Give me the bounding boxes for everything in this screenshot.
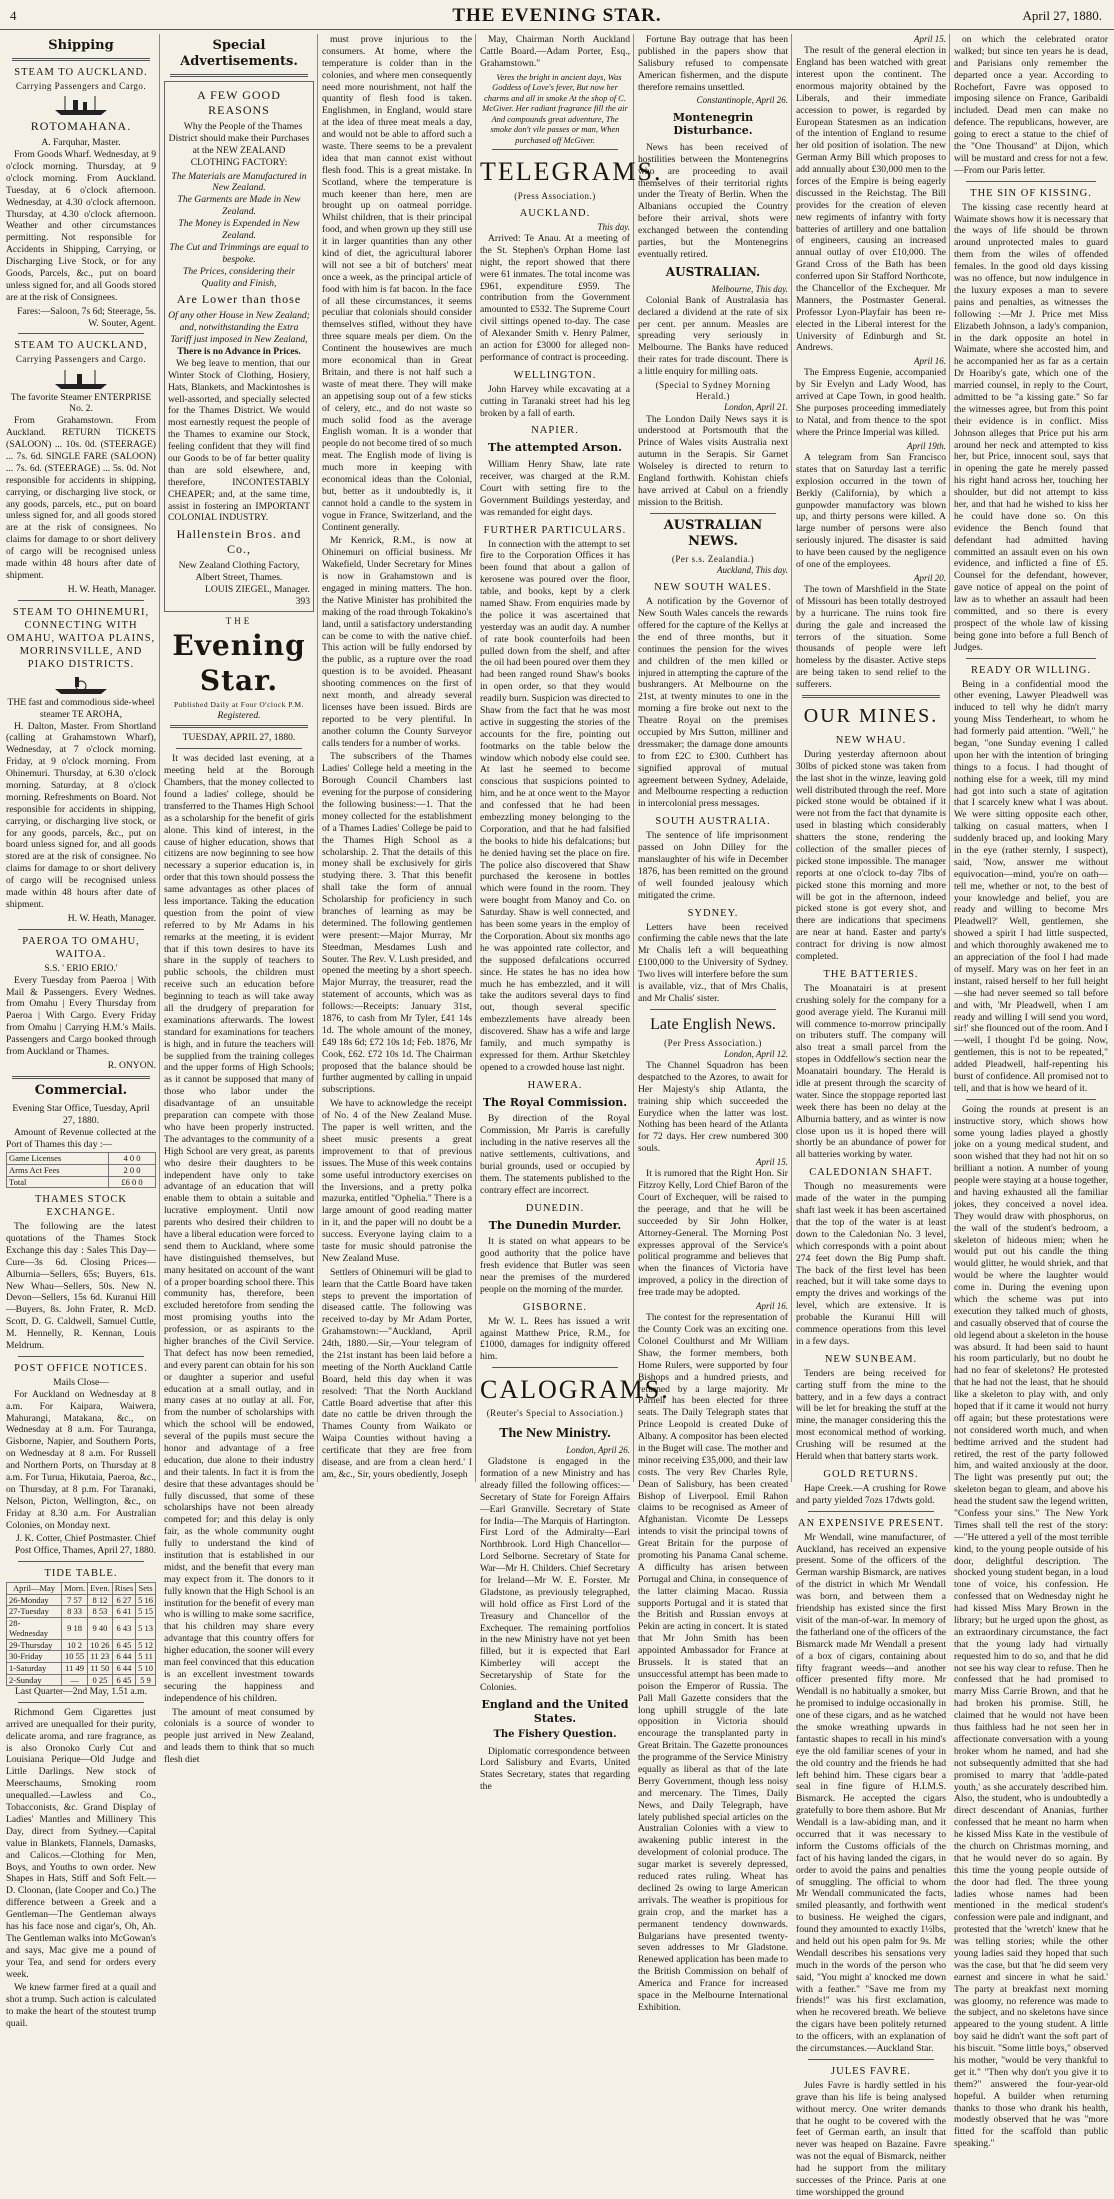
column-header: Even. (88, 1583, 113, 1595)
table-row (7, 1662, 156, 1674)
article-body: Fortune Bay outrage that has been published in the papers show that Salisbury refused to compensate American fishermen, and the dispute therefore remains unsettled. (638, 34, 788, 93)
article-body: The town of Marshfield in the State of Missouri has been totally destroyed by a hurricane. The ruins took fire during the gale and increased the terrors of the situation. Some thousands of people were left homeless by the disaster. Active steps are being taken to send relief to the sufferers. (796, 584, 946, 691)
ship-name: S.S. ' ERIO ERIO.' (44, 962, 118, 974)
divider (170, 74, 308, 77)
place-heading: GISBORNE. (522, 1301, 588, 1313)
article-body: May, Chairman North Auckland Cattle Board.—Adam Porter, Esq., Grahamstown." (480, 34, 630, 69)
ad-subtitle: Carrying Passengers and Cargo. (15, 81, 147, 92)
table-cell: 10 26 (88, 1639, 113, 1651)
table-row (7, 1674, 156, 1686)
misc-notices: Richmond Gem Cigarettes just arrived are unequalled for their purity, delicate aroma, and rare fragrance, as is also Oronoko Curly Cut and Louisiana Perique—Old Judge and Little Darlings. New stock of Meerschaums, Smoking room unequalled.—Lawless and Co., Tobacconists, &c. Grand Display of Ladies' Mantles and Millinery This Day, direct from Sydney.—Capital value in Blankets, Flannels, Damasks, and Calicos.—Clothing for Men, Boys, and Youths to own order. New Shapes in Hats, Stiff and Soft Felt.—D. Cloonan, (late Cooper and Co.) The difference between a Greek and a Gentleman—The Gentleman always has his face nose and cigar's, Oh, Ah. The Gentleman walks into McGowan's and says, Mac give me a pound of your Tea, and send for orders every week. (6, 1706, 156, 1980)
table-cell: 0 25 (88, 1674, 113, 1686)
table-cell: 8 33 (62, 1606, 88, 1618)
post-subhead: Mails Close— (53, 1376, 109, 1388)
masthead (0, 0, 1114, 30)
table-cell: 6 45 (112, 1639, 135, 1651)
steamship-icon (51, 673, 111, 695)
dateline: Constantinople, April 26. (696, 95, 788, 106)
table-cell: 6 41 (112, 1606, 135, 1618)
column-rule (159, 34, 160, 1482)
table-cell: 10 2 (62, 1639, 88, 1651)
article-body: The kissing case recently heard at Waimate shows how it is necessary that the ways of life should be thrown around unprotected males to guard them from the wiles of offended females. In the good old days kissing was no offence, but now indulgence in the luxury exposes a man to severe pains and penalties, as witnesses the following :—Mr J. Price met Miss Elizabeth Johnson, a lady's companion, in the dark opposite an hotel in Waimate, where she accosted him, and he accompanied her as far as a certain Dr Hoariby's gate, which one of the married counsel, in reply to the Court, admitted to be "a kissing gate." So far the witnesses agree, but from this point their evidence is in conflict. Miss Johnson alleges that Price put his arm around her neck and attempted to kiss her, but Price, innocent soul, says that in opening the gate he merely passed his right hand across her, touching her shoulder, but did not attempt to kiss her, and that had he wished to kiss her he could have done so. On this evidence the Bench found that defendant had admitted having committed an assault even on his own evidence, and inflicted a fine of £5. Counsel for the defendant, however, gave notice of appeal on the point of law as to whether an assault had been committed, and so there is every prospect of the whole law of kissing being gone into before a full Bench of Judges. (954, 201, 1108, 653)
divider (808, 2059, 934, 2060)
ad-reason: The Cut and Trimmings are equal to bespoke. (169, 241, 309, 265)
place-heading: SYDNEY. (687, 907, 739, 919)
masthead-title: Evening Star. (172, 628, 306, 697)
section-heading: POST OFFICE NOTICES. (14, 1362, 148, 1374)
article-body: The London Daily News says it is understood at Portsmouth that the Prince of Wales visits Australia next autumn in the Serapis. Sir Garnet Wolseley is directed to return to England forthwith. Kohistan chiefs have arrived at Cabul on a friendly mission to the British. (638, 413, 788, 508)
source-note: (Special to Sydney Morning Herald.) (655, 380, 771, 402)
table-cell: £6 0 0 (109, 1176, 156, 1188)
steamship-icon (51, 94, 111, 116)
section-heading-shipping: Shipping (48, 38, 114, 53)
dateline: Auckland, This day. (717, 565, 788, 575)
story-heading: The Royal Commission. (482, 1095, 628, 1109)
ad-title: STEAM TO AUCKLAND. (14, 67, 148, 79)
post-signature: J. K. Cotter, Chief Postmaster. Chief Post Office, Thames, April 27, 1880. (14, 1533, 156, 1557)
article-body: A telegram from San Francisco states that on Saturday last a terrific explosion occurred in the town of Berkly (California), by which a gunpowder manufactory was blown up, and thirty persons were killed. A large number of persons were also seriously injured. The disaster is said to have been caused by the negligence of one of the employees. (796, 451, 946, 570)
ad-title: PAEROA TO OMAHU, WAITOA. (22, 935, 140, 960)
section-heading: AUSTRALIAN NEWS. (663, 517, 763, 549)
article-body: Though no measurements were made of the water in the pumping shaft last week it has been ascertained that the top of the water is at least down to the Caledonian No. 3 level, which corresponds with a point about 274 feet down the Big Pump shaft. The back of the first level has been reached, but it will take some days to empty the drives and workings of the level, which are extensive. It is probable the Kuranui Hill will commence operations from this level in a few days. (796, 1181, 946, 1347)
dateline: London, April 26. (566, 1444, 630, 1455)
divider (650, 1009, 776, 1010)
divider (18, 1356, 144, 1357)
column-rule (791, 34, 792, 1482)
dateline: London, April 21. (724, 402, 788, 413)
table-row (7, 1176, 156, 1188)
article-body: Jules Favre is hardly settled in his grave than his life is being analysed without mercy. One writer demands that he ought to be covered with the feet of German earth, an insult that never was heaped on Bazaine. Favre was not the equal of Bismarck, neither had he support from the military successes of the Prince. Paris at one time worshipped the ground (796, 2079, 946, 2198)
table-cell: 8 53 (88, 1606, 113, 1618)
table-row (7, 1153, 156, 1165)
dateline: London, April 12. (724, 1048, 788, 1059)
article-body: The result of the general election in England has been watched with great interest upon the continent. The enormous majority obtained by the Liberals, and their immediate accession to power, is regarded by European Statesmen as an indication of the intention of England to resume her old position of isolation. The new German Army Bill which proposes to add annually about £30,000 men to the forces of the Empire is being eagerly discussed in the Reichstag. The Bill provides for the creation of eleven new regiments of infantry with forty batteries of artillery and one battalion of engineers, causing an increased annual outlay of over £10,000. The Grand Cross of the Bath has been conferred upon Sir Stafford Northcote, the Chancellor of the Exchequer. Mr Manners, the Postmaster General. Professor Lyon-Playfair has been re-elected in the Liberal interest for the University of Edinburgh and St. Andrews. (796, 45, 946, 354)
table-cell: 11 50 (88, 1662, 113, 1674)
table-cell: 1-Saturday (7, 1662, 62, 1674)
ad-paragraph: We beg leave to mention, that our Winter Stock of Clothing, Hosiery, Hats, Blankets, and Mackintoshes is well-assorted, and specially selected for the Thames District. We would most earnestly request the people of the Thames to examine our Stock, feeling confident that they will find our Goods to be of far better quality than are sold elsewhere, and, therefore, INCONTESTABLY CHEAPER; and, at the same time, assist in fostering an IMPORTANT COLONIAL INDUSTRY. (168, 357, 310, 524)
misc-notices-tail: We knew farmer fired at a quail and shot a trump. Such action is calculated to make the heart of the stoutest trump quail. (6, 1982, 156, 2030)
table-cell: 28-Wednesday (7, 1617, 62, 1639)
story-heading: Montenegrin Disturbance. (672, 110, 754, 138)
calograms-heading: CALOGRAMS. (480, 1375, 670, 1405)
divider (966, 1099, 1096, 1100)
article-body: Mr W. L. Rees has issued a writ against Matthew Price, R.M., for £1000, damages for indignity offered him. (480, 1315, 630, 1363)
section-heading: AUSTRALIAN. (665, 264, 761, 279)
table-cell: 8 12 (88, 1594, 113, 1606)
article-body: It is rumored that the Right Hon. Sir Fitzroy Kelly, Lord Chief Baron of the Court of Exchequer, will be raised to the peerage, and that he will be succeeded by Sir John Holker, Attorney-General. The Morning Post expresses approval of the Service's political programme and believes that when the finances of Victoria have improved, a policy in the direction of free trade may be adopted. (638, 1168, 788, 1299)
ad-signature: H. W. Heath, Manager. (67, 583, 156, 595)
poem: Veres the bright in ancient days, Was Goddess of Love's fever, But now her charms and all in smoke At the shop of C. McGiver. Her radiant fragrance fill the air And compounds great adventure, The smoke don't vile passes or man, When purchased off McGiver. (482, 71, 628, 145)
post-body: For Auckland on Wednesday at 8 a.m. For Kaipara, Waiwera, Mahurangi, Matakana, &c., on Wednesday at 8 a.m. For Tauranga, Gisborne, Napier, and Southern Ports, on Wednesday at 8 a.m. For Russell and Northern Ports, on Thursday at 8 a.m. For Turua, Hikutaia, Paeroa, &c., on Thursday, at 8 p.m. For Taranaki, Nelson, Picton, Wellington, &c., on Friday at 8.30 a.m. For Australian Colonies, on Monday next. (6, 1388, 156, 1531)
column-rule (317, 34, 318, 1482)
column-header: April—May (7, 1583, 62, 1595)
editorial-body: It was decided last evening, at a meeting held at the Borough Chambers, that the money collected to found a ladies' college, should be transferred to the Thames High School as a scholarship for the benefit of girls alone. This kind of interest, in the cause of higher education, shows that citizens are now beginning to see how necessary a superior education is, in order that this town should possess the same advantages as other places of less importance. Taking the education question from the point of view referred to by Mr Adams in his remarks at the meeting, it is evident that if this town desires to have its share in the supply of teachers to public schools, the children must receive such an education before beginning to teach as will take away all the drudgery of preparation for examinations afterwards. The lowest standard for examinations for teachers is high, and in future the teachers will be supplied from the training colleges and the upper forms of High Schools; as it cannot be supposed that many of those who labor under the disadvantage of an unsuitable preparation can compete with those who have been properly instructed. The advantages to the community of a High School are very great, as parents who desire their daughters to be independent have only to take advantage of an education that will enable them to obtain a suitable and lucrative employment. Until now parents who desired their children to have a liberal education were forced to send them to Auckland, where some have distinguished themselves, but many hesitated on account of the want of a proper boarding school there. This community has, therefore, been excluded heretofore from sending the most promising youths into the profession, or as aspirants to the higher branches of the Civil Service. That defect has now been remedied, and every parent can obtain for his son or daughter a superior and useful education at a small outlay, and in many cases at no outlay at all. For, from the number of scholarships with which the school will be endowed, several of the pupils must secure the honor and advantage of a free education, due alone to their industry and their talents. In fact it is from the desire that these advantages should be fully discussed, that some of these scholarships have not been already competed for; and this delay is only fair, as the whole community ought fully to understand the kind of institution that is established in our midst, and the benefit that every man may expect from it. The donors to it fully known that the High School is an institution for the benefit of every man who is willing to make some sacrifice, that his children may share every advantage that this country offers for higher education, the sooner will every man feel convinced that this education is an excellent investment towards securing the happiness and independence of his children. (164, 753, 314, 1704)
divider (966, 181, 1096, 182)
ship-master: A. Farquhar, Master. (41, 137, 121, 149)
section-heading: THAMES STOCK EXCHANGE. (34, 1194, 128, 1219)
article-body: Letters have been received confirming the cable news that the late Mr Chalis left a will bequeathing £100,000 to the University of Sydney. Two lives will interfere before the sum is available, viz., that of Mrs Chalis, and Mr Chalis' sister. (638, 921, 788, 1004)
table-cell: 5 11 (136, 1651, 156, 1663)
story-heading: THE SIN OF KISSING. (970, 187, 1092, 199)
table-row (7, 1594, 156, 1606)
divider (12, 58, 150, 61)
table-cell: 6 45 (112, 1674, 135, 1686)
article-body: on which the celebrated orator walked; but since ten years he is dead, and Parisians only remember the departed once a year. According to Rochefort, Favre was opposed to imposing silence on France, Garibaldi included. Dead men can make no defence. The republicans, however, are going to erect a statue to the chief of the "One Thousand" at Dijon, which will be mustard and cress for not a few.—From our Paris letter. (954, 34, 1108, 176)
mine-heading: NEW WHAU. (835, 734, 907, 746)
table-header-row (7, 1583, 156, 1595)
story-heading: The Dunedin Murder. (488, 1218, 622, 1232)
table-cell: 27-Tuesday (7, 1606, 62, 1618)
column-header: Rises (112, 1583, 135, 1595)
ad-reason: The Prices, considering their Quality and Finish, (183, 265, 295, 289)
ad-title: STEAM TO OHINEMURI, CONNECTING WITH OMAHU, WAITOA PLAINS, MORRINSVILLE, AND PIAKO DISTRICTS. (6, 606, 156, 670)
table-row (7, 1651, 156, 1663)
ad-firm-address: New Zealand Clothing Factory, Albert Street, Thames. (178, 560, 300, 583)
dateline: April 20. (913, 572, 946, 583)
article-body: It is stated on what appears to be good authority that the police have fresh evidence that Butler was seen near the premises of the murdered people on the morning of the murder. (480, 1236, 630, 1295)
table-cell: 6 44 (112, 1651, 135, 1663)
mine-heading: CALEDONIAN SHAFT. (809, 1167, 933, 1179)
story-heading: JULES FAVRE. (831, 2065, 911, 2077)
dateline: April 15. (755, 1157, 788, 1168)
exchange-body: The following are the latest quotations of the Thames Stock Exchange this day : Sales This Day— Cure—3s 6d. Closing Prices— Alburnia—Sellers, 65s; Buyers, 61s. New Whau—Sellers, 50s. New N. Devon—Sellers, 15s 6d. Kuranui Hill—Buyers, 8s. John Frater, R. McD. Scott, D. G. Caldwell, Samuel Cuttle, M. Hennelly, R. Kennan, Louis Meldrum. (6, 1221, 156, 1351)
article-body: must prove injurious to the consumers. At home, where the temperature is colder than in the colonies, and where men consequently need more nourishment, not half the quantity of flesh food is taken. Englishmen, in England, would stare at the idea of three meat meals a day, and would not be able to afford such a waste. There seems to be a prevalent idea that man cannot exist without flesh food. This is a great mistake. In Scotland, where the temperature is much keener than here, men are brought up on oatmeal porridge. Whilst children, that is their principal food, and when grown up they still use it in larger quantities than any other kind of diet, the agricultural laborer will not see a bit of butchers' meat once a week, as the principal article of food with him is fat bacon. In the face of all these circumstances, it seems peculiar that colonials should consider themselves stifled, without they have three square meals per diem. On the Continent the housewives are much more economical than in Great Britain, and there is not half such a waste of meat there. They will make an appetising soup out of a few sticks of celery, etc., and do not waste so much solid food as the average English woman. It is a wonder that people do not become tired of so much meat. The English mode of living is much more in keeping with economical ideas than the Colonial, but, better as it undoubtedly is, it cannot hold a candle to the system in vogue in France, Switzerland, and the Continent generally. (322, 34, 472, 533)
divider (12, 1076, 150, 1079)
ad-reason: The Garments are Made in New Zealand. (177, 194, 301, 218)
dateline: April 15. (913, 34, 946, 44)
column-4 (480, 34, 670, 1793)
story-heading: AN EXPENSIVE PRESENT. (798, 1517, 944, 1529)
table-cell: 29-Thursday (7, 1639, 62, 1651)
table-cell: 5 16 (136, 1594, 156, 1606)
article-body: Hape Creek.—A crushing for Rowe and party yielded 7ozs 17dwts gold. (796, 1482, 946, 1506)
table-cell: Total (7, 1176, 109, 1188)
tide-footnote: Last Quarter—2nd May, 1.51 a.m. (14, 1686, 148, 1698)
divider (176, 748, 302, 749)
section-heading-special-ads: Special Advertisements. (180, 38, 298, 70)
ad-subtitle: Carrying Passengers and Cargo. (15, 354, 147, 365)
article-body: In connection with the attempt to set fire to the Corporation Offices it has been found that about a gallon of kerosene was poured over the floor, table, and books, kept by a clerk named Shaw. From enquiries made by the police it was ascertained that yesterday was an audit day. A number of rate book counterfoils had been pulled down from the shelf, and after the oil had been poured over them they had been ranged round Shaw's books in open order, so that they would readily burn. Suspicion was directed to Shaw from the fact that he was most active in suggesting the stories of the accounts for the fire, pointing out footmarks on the table below the window which nobody else could see. At last he seemed to become conscious that suspicions pointed to him, and he at once went to the Mayor and confessed that he had been embezzling money belonging to the Corporation, and that he had falsified the books to hide his defalcations; but he denied having set the place on fire. The police also discovered that Shaw purchased the kerosene in bottles which were found in the room. They were bought from Manoy and Co. on Saturday. Shaw is well connected, and has been some years in the employ of the Corporation. About six months ago he was appointed rate collector, and the supposed defalcations occurred since. He states he has no idea how much he has embezzled, and it will take the auditors several days to find out, though several specific embezzlements have already been discovered. Shaw has a wife and large family, and much sympathy is expressed for them. Arthur Sketchley opened to a crowded house last night. (480, 538, 630, 1073)
newspaper-title: THE EVENING STAR. (452, 5, 662, 26)
table-cell: 5 15 (136, 1606, 156, 1618)
masthead-sub: Published Daily at Four O'clock P.M. (174, 700, 304, 710)
place-heading: DUNEDIN. (525, 1202, 585, 1214)
ad-advance-note: There is no Advance in Prices. (177, 345, 301, 357)
article-body: Settlers of Ohinemuri will be glad to learn that the Cattle Board have taken steps to prevent the importation of diseased cattle. The following was received to-day by Mr Adam Porter, Grahamstown:—"Auckland, April 24th, 1880.—Sir,—Your telegram of the 21st instant has been laid before a meeting of the North Auckland Cattle Board, held this day when it was resolved: 'That the North Auckland Cattle Board advertise that after this date no cattle be driven through the Thames County from Waikato or Waipa Counties without having a certificate that they are free from disease, and are from a clean herd.' I am, &c., Sir, yours obediently, Joseph (322, 1266, 472, 1480)
table-cell: 5 12 (136, 1639, 156, 1651)
divider (18, 600, 144, 601)
table-row (7, 1606, 156, 1618)
masthead-the: THE (225, 615, 253, 626)
ad-lower-heading: Are Lower than those (176, 292, 302, 307)
column-7 (954, 34, 1108, 2150)
ad-fares: Fares:—Saloon, 7s 6d; Steerage, 5s. W. Souter, Agent. (17, 305, 156, 329)
column-2 (164, 34, 314, 1766)
article-body: The contest for the representation of the County Cork was an exciting one. Colonel Coulthurst and Mr William Shaw, the former members, both Home Rulers, were supported by four Bishops and a hundred priests, and returned by a large majority. Mr Parnell has been elected for three seats. The Daily Telegraph states that Prince Leopold is created Duke of Albany. A compositor has been elected in the Buget will case. The mother and minor receiving £35,000, and their law costs. The very Rev Charles Ryle, Dean of Salisbury, has been created Bishop of Liverpool. Emil Rahon claims to be recognised as Ameer of Afghanistan. Vicomte De Lesseps intends to visit the principal towns of Great Britain for the purpose of promoting his Panama Canal scheme. A difficulty has arisen between Portugal and China, in consequence of the latter claiming Macao. Russia supports Portugal and it is stated that the British and Russian envoys at Pekin are acting in concert. It is stated that Mr John Smith has been appointed Ambassador for France at Brussels. It is stated that an unsuccessful attempt has been made to poison the Emperor of Russia. The Pall Mall Gazette considers that the long uphill struggle of the late opposition in Victoria should encourage the transplanted party in Great Britain. The Gazette pronounces the programme of the Service Ministry equally as liberal as that of the late Berry Government, though less noisy and mercenary. The Times, Daily News, and Daily Telegraph, have lately published special articles on the Australian Colonies with a view to awakening public interest in the development of colonial produce. The sugar market is severely depressed, reduced rates ruling. Wheat has declined 2s owing to large American arrivals. The weather is propitious for grain crop, and the market has a permanent tendency downwards. Bulgarians have presented twenty-seven addresses to Mr Gladstone. Renewed application has been made to the British Commission on behalf of America and France for increased space in the Melbourne International Exhibition. (638, 1312, 788, 2013)
table-cell: 2 0 0 (109, 1164, 156, 1176)
story-subheading: The Fishery Question. (493, 1729, 617, 1741)
ad-intro: Why the People of the Thames District should make their Purchases at the NEW ZEALAND CLOTHING FACTORY: (168, 120, 310, 168)
ad-firm: Hallenstein Bros. and Co., (176, 527, 302, 557)
editorial-date: TUESDAY, APRIL 27, 1880. (182, 732, 296, 744)
divider (18, 333, 144, 334)
article-body: Going the rounds at present is an instructive story, which shows how some young ladies played a ghostly joke on a young medical student, and soon wished that they had not hit on so brilliant a notion. A number of young people were staying at a house together, and having exhausted all the familiar jokes, they conceived a novel idea. They would draw with phosphorus, on the wall of the student's bedroom, a skeleton of hideous mien; when he would put out his candle the thing would glitter, he would shriek, and that would be where the laughter would come in. During the evening upon which the scheme was put into execution they talked much of ghosts, and casually observed that of course the old legend about a skeleton in the house was absurd. It had been said to haunt his room particularly, but no doubt he had no fear of skeletons? He protested that he had not the least, that he should like a skeleton to play with, and only hoped that if it came it would not hurry off again; but these protestations were not considered worth much, and when bedtime arrived and the student had retired, the rest of the party followed him, and waited anxiously at the door. The light was presently put out; the skeleton began to gleam, and above his head the student saw the legend written, "Confess your sins." The New York Times shall tell the rest of the story:—"He uttered a yell of the most terrible kind, to the young people outside of his door, delightful description. The shocked young student began, in a loud tone of voice, his confession. He confessed that on Wednesday night he had kissed Miss Mary Brown in the library; but he urged upon the ghost, as an extraordinary circumstance, the fact that the young lady had virtually requested him to do so, and that he did not see his way clear to refuse. Then he confessed that he had promised to marry Miss Carrie Brown, and that he had broken his promise. Still, he claimed that he would not have been thus faithless had he not seen her in affectionate conversation with a young broker whom he named, and had she not subsequently admitted that she had promised to marry that 'addle-pated youth,' as she accurately described him. Also, the student, who is undoubtedly a direct descendant of Ananias, further confessed that he meant no harm when he kissed Miss Kate in the vestibule of the church on Christmas morning, and that he would never do so again. By this time the young people outside of the door had fled. The three young ladies whose names had been mentioned in the medical student's confession were pale and indignant, and protested that the 'wretch' knew that he was telling stories; while the other young ladies said they hoped that such was the case, but that 'he did seem very earnest and sincere in what he said.' The party at breakfast next morning was gloomy, no reference was made to the subject, and no skeletons have since appeared to the young student. A little boy said he didn't want the soft part of his biscuit. "Some little boys," observed his mother, "would be very thankful to get it." "Then why don't you give it to them?" answered the four-year-old hopeful. A builder when returning thanks to those who drank his health, modestly observed that he was "more fitted for the scaffold than public speaking." (954, 1103, 1108, 2150)
article-body: John Harvey while excavating at a cutting in Taranaki street had his leg broken by a fall of earth. (480, 383, 630, 419)
divider (966, 658, 1096, 659)
table-cell: 4 0 0 (109, 1153, 156, 1165)
table-cell: 6 43 (112, 1617, 135, 1639)
issue-date-header: April 27, 1880. (1022, 8, 1102, 23)
article-body: By direction of the Royal Commission, Mr Parris is carefully including in the native reserves all the native settlements, cultivations, and burial grounds, used or occupied by them. The statements published to the contrary effect are incorrect. (480, 1113, 630, 1196)
article-body: We have to acknowledge the receipt of No. 4 of the New Zealand Muse. The paper is well written, and the sheet music presents a great improvement to that of previous issues. The Muse of this week contains some useful introductory exercises on the Inversions, and a pretty polka mazurka, entitled "Ophelia." There is a large amount of good reading matter in it, and the paper will no doubt be a success. Everyone laying claim to a taste for music should patronise the New Zealand Muse. (322, 1098, 472, 1264)
divider (18, 1561, 144, 1562)
commercial-body: Amount of Revenue collected at the Port of Thames this day :— (6, 1126, 156, 1150)
table-cell: 6 44 (112, 1662, 135, 1674)
column-rule (633, 34, 634, 1482)
dateline: This day. (597, 221, 630, 232)
column-rule (475, 34, 476, 1482)
ship-name: The favorite Steamer ENTERPRISE No. 2. (10, 391, 152, 415)
table-cell: 26-Monday (7, 1594, 62, 1606)
divider (170, 725, 308, 728)
source-note: (Per s.s. Zealandia.) (671, 553, 755, 564)
ad-body: H. Dalton, Master. From Shortland (calling at Grahamstown Wharf), Wednesday, at 7 o'clock morning. Friday, at 9 o'clock morning. From Ohinemuri. Thursday, at 6.30 o'clock morning. Saturday, at 8 o'clock morning. Refreshments on Board. Not responsible for accidents in shipping, carrying, or discharging live stock, or for any goods, parcels, &c., put on board unless signed for, and all goods stored are at the risk of consignee. No claims for damage to or short delivery of cargo will be recognised unless made within 48 hours after date of shipment. (6, 720, 156, 910)
tide-table (6, 1582, 156, 1686)
calograms-source: (Reuter's Special to Association.) (486, 1408, 624, 1419)
dateline: April 19th. (906, 440, 946, 451)
article-body: During yesterday afternoon about 30lbs of picked stone was taken from the last shot in the winze, leaving gold well distributed through the reef. More picked stone would be obtained if it were not from the fact that dynamite is used in blasting which considerably shatters the stone, rendering the collection of the smaller pieces of picked stone impossible. The manager reports at one o'clock to-day 7lbs of picked stone this morning and more will be got in the afternoon, indeed picked stone is got every shot, and there are indications that specimens are near at hand. Easter and party's contract for driving is now almost completed. (796, 748, 946, 962)
ship-name: THE fast and commodious side-wheel steamer TE AROHA, (7, 696, 155, 720)
mine-heading: NEW SUNBEAM. (824, 1353, 918, 1365)
table-row (7, 1639, 156, 1651)
divider (650, 513, 776, 514)
place-heading: AUCKLAND. (519, 207, 591, 219)
table-cell: 5 13 (136, 1617, 156, 1639)
dateline: April 16. (913, 356, 946, 367)
table-cell: 10 55 (62, 1651, 88, 1663)
table-cell: 11 23 (88, 1651, 113, 1663)
article-body: Gladstone is engaged in the formation of a new Ministry and has already filled the following offices:— Secretary of State for Foreign Affairs—Earl Granville. Secretary of State for India—The Marquis of Hartington. First Lord of the Admiralty—Earl Northbrook. Lord High Chancellor—Lord Selborne. Secretary of State for War—Mr H. Childers. Chief Secretary for Ireland—Mr W. E. Forster. Mr Gladstone, as previously telegraphed, will hold office as First Lord of the Treasury and Chancellor of the Exchequer. The remaining portfolios in the new Ministry have not yet been filled, but it is expected that Earl Kimberley will accept the Secretaryship of State for the Colonies. (480, 1456, 630, 1693)
table-cell: Game Licenses (7, 1153, 109, 1165)
ad-signature: H. W. Heath, Manager. (67, 912, 156, 924)
table-row (7, 1164, 156, 1176)
article-body: Arrived: Te Anau. At a meeting of the St. Stephen's Orphan Home last night, the report showed that there were 61 inmates. The total income was £961, expenditure £959. The contribution from the Government amounted to £532. The Supreme Court civil sittings opened to-day. The case of Alexander Smith v. Henry Palmer, an action for £3000 for alleged non-performance of contract is proceeding. (480, 232, 630, 363)
table-cell: 11 49 (62, 1662, 88, 1674)
table-cell: 6 27 (112, 1594, 135, 1606)
column-rule (949, 34, 950, 1482)
section-heading: TIDE TABLE. (44, 1568, 118, 1580)
column-6 (796, 34, 946, 2198)
source-note: (Per Press Association.) (664, 1037, 762, 1048)
article-body: The subscribers of the Thames Ladies' College held a meeting in the Borough Council Chambers last evening for the purpose of considering the following business:—1. That the money collected for the establishment of a Thames Ladies' College be paid to the Thames High School as a scholarship. 2. That the details of this money shall be exclusively for girls studying there. 3. That this benefit shall take the form of annual Scholarship for proficiency in such branches of learning as may be determined. The following gentlemen were present:—Major Murray, Mr Steedman, Mesdames Lush and Souter. The Rev. V. Lush presided, and opened the meeting by a short speech. Major Murray, the treasurer, read the statement of accounts, which was as follows:—Receipts: January 31st, 1876, to cash from Mr Tyler, £41 14s 1d. The whole amount of the money, £49 18s 6d; £72 10s 1d; Feb. 1876, Mr Cook, £62. £72 10s 1d. The Chairman proposed that the balance should be further augmented by calling in unpaid subscriptions. (322, 751, 472, 1096)
column-5 (638, 34, 788, 2013)
article-body: Being in a confidential mood the other evening, Lawyer Pleadwell was induced to tell why he didn't marry young Miss Tenderheart, to whom he had formerly paid attention. "Well," he began, "one Sunday evening I called upon her with the intention of bringing things to a focus. I had thought of nothing else for a week, till my mind had got into such a state of agitation that I scarcely knew what I was about. We were sitting opposite each other, talking on casual matters, when I suddenly braced up, and looking Mary in the eye (rather sternly, I suspect), said, 'Now, answer me without equivocation—mind, you're on oath—tell me, whether or not, to the best of your knowledge and belief, you are ready and willing to become Mrs Pleadwell?' Well, gentlemen, she showed a spirit I had little suspected, and which thoroughly awakened me to an appreciation of the fool I had made of myself. Mary was on her feet in an instant, raised herself to her full height—she had never seemed so tall before and with, 'Mr Pleadwell, when I am ready and willing I will send you word, sir!' she flounced out of the room. And I—well, I thought I'd be going. Now, gentlemen, this is not to be repeated," added Pleadwell, half-repenting his burst of confidence. All promised not to tell, and that is how we heard of it. (954, 678, 1108, 1094)
place-heading: WELLINGTON. (513, 369, 597, 381)
divider (802, 695, 940, 698)
story-heading: READY OR WILLING. (971, 664, 1091, 676)
table-cell: 7 57 (62, 1594, 88, 1606)
masthead-registered: Registered. (217, 709, 261, 721)
divider (492, 1367, 618, 1368)
column-header: Morn. (62, 1583, 88, 1595)
article-body: Diplomatic correspondence between Lord Salisbury and Evarts, United States Secretary, states that regarding the (480, 1745, 630, 1793)
section-heading-commercial: Commercial. (34, 1082, 128, 1098)
story-heading: The attempted Arson. (488, 441, 622, 455)
article-body: Mr Wendall, wine manufacturer, of Auckland, has received an expensive present. Some of the officers of the German warship Bismarck, are natives of the district in which Mr Wendall was born, and between them a friendship has existed since the first visit of the man-of-war. In memory of the fatherland one of the officers of the Bismarck made Mr Wendall a present of a box of cigars, containing about fifty fragrant weeds—and another officer presented fifty more. Mr Wendall is no habitually a smoker, but he promised to indulge occasionally in one of these cigars, and as he watched the smoke wreathing upwards in fantastic shapes to recall in his mind's eye the old familiar scenes of your in the old country and the friends he had left behind him. These cigars bear a seal in fine figure of H.I.M.S. Bismarck. He accepted the cigars gratefully to bore them ashore. But Mr Wendall is a law-abiding man, and it occurred that it was necessary to inform the Customs officials of the fact of his having landed the cigars, in order to avoid the pains and penalties of smuggling. The official to whom Mr Wendall communicated the facts, smiled pleasantly, and forthwith went to business. He weighed the cigars, found they amounted to exactly 1½lbs, and held out his open palm for 9s. Mr Wendall describes his sensations very much in the words of the person who said, "You might a' knocked me down with a feather." "Save me from my friends!" was his first exclamation, when he recovered breath. We believe the cigars have been politely returned to the officers, with an explanation of the circumstances.—Auckland Star. (796, 1531, 946, 2054)
dateline: April 16. (755, 1301, 788, 1312)
divider (492, 149, 618, 150)
section-heading: Late English News. (650, 1015, 776, 1033)
place-heading: SOUTH AUSTRALIA. (655, 816, 771, 828)
ad-headline: A FEW GOOD REASONS (197, 88, 281, 118)
divider (18, 929, 144, 930)
table-cell: 9 18 (62, 1617, 88, 1639)
telegrams-source: (Press Association.) (514, 190, 596, 201)
ad-signature: R. ONYON. (107, 1059, 156, 1071)
column-3 (322, 34, 472, 1482)
table-cell: Arms Act Fees (7, 1164, 109, 1176)
article-body: The sentence of life imprisonment passed on John Dilley for the manslaughter of his wife in December 1876, has been remitted on the ground of well founded jealousy which mitigated the crime. (638, 830, 788, 901)
ad-reason: The Money is Expended in New Zealand. (178, 218, 300, 241)
dateline: Melbourne, This day. (711, 283, 788, 294)
article-body: The Moanatairi is at present crushing solely for the company for a good average yield. The Kuranui mill will commence to-morrow principally on tributers stuff. The company will also treat a small parcel from the stopes in Oddfellow's section near the Moanatairi boundary. The Herald is idle at present through the scarcity of water. Since the stoppage reported last week there has been no delay at the Alburnia battery, and as winter is now close upon us it is hoped there will shortly be an abundance of power for all batteries working by water. (796, 982, 946, 1161)
mine-heading: THE BATTERIES. (823, 968, 919, 980)
place-heading: HAWERA. (527, 1079, 583, 1091)
commercial-subhead: Evening Star Office, Tuesday, April 27, 1880. (12, 1102, 150, 1126)
article-body: The Channel Squadron has been despatched to the Azores, to await for Her Majesty's ship Atlanta, the training ship which succeeded the Eurydice when the latter was lost. Nothing has been heard of the Atlanta for 72 days. Her crew numbered 300 souls. (638, 1059, 788, 1155)
column-header: Sets (136, 1583, 156, 1595)
table-row (7, 1617, 156, 1639)
ship-name: ROTOMAHANA. (30, 119, 132, 134)
clothing-factory-ad (164, 81, 314, 611)
story-heading: England and the United States. (481, 1697, 629, 1725)
table-cell: 5 10 (136, 1662, 156, 1674)
ad-lower-body: Of any other House in New Zealand; and, notwithstanding the Extra Tariff just imposed in New Zealand, (168, 310, 310, 346)
table-cell: — (62, 1674, 88, 1686)
ad-body: From Grahamstown. From Auckland. RETURN TICKETS (SALOON) ... 10s. 0d. (STEERAGE) ... 7s. 6d. SINGLE FARE (SALOON) ... 7s. 6d. (STEERAGE) ... 5s. 0d. Not responsible for accidents in shipping, carrying, or discharging live stock, or any goods, parcels, etc., put on board unless signed for, and all goods stored are at the risk of consignees. No claims for damage to or short delivery of cargo will be recognised unless made within 48 hours after date of shipment. (6, 415, 156, 581)
table-cell: 30-Friday (7, 1651, 62, 1663)
revenue-table (6, 1152, 156, 1188)
column-1 (6, 34, 156, 2030)
article-body: Colonial Bank of Australasia has declared a dividend at the rate of six per cent. per annum. Measles are spreading very seriously in Melbourne. The Banks have reduced their rates for trade discount. There is a little enquiry for milling oats. (638, 294, 788, 378)
divider (808, 1511, 934, 1512)
ad-title: STEAM TO AUCKLAND, (14, 340, 148, 352)
table-cell: 5 9 (136, 1674, 156, 1686)
ad-body: From Goods Wharf. Wednesday, at 9 o'clock morning. Thursday, at 9 o'clock morning. From Auckland. Tuesday, at 6 o'clock afternoon. Wednesday, at 4.30 o'clock afternoon. Thursday, at 4.30 o'clock afternoon. Weather and other circumstances permitting. Not responsible for Accidents in Shipping, Carrying, or Discharging Live Stock, or for any Goods, Parcels, &c., put on board unless signed for, and all Goods stored are at the risk of Consignees. (6, 149, 156, 303)
place-heading: NAPIER. (531, 425, 579, 437)
article-body: A notification by the Governor of New South Wales cancels the rewards offered for the capture of the Kellys at the end of three months, but it continues the pension for the wives and children of the men killed or injured in attempting the capture of the bushrangers. At Melbourne on the 21st, at twenty minutes to one in the morning a fire broke out next to the Theatre Royal on the premises occupied by Mrs Sutton, milliner and dressmaker; the damage done amounts to from £2C to £300. Cuthbert has signified approval of mutual agreement between Sydney, Adelaide, and Melbourne respecting a reduction in intercolonial press messages. (638, 596, 788, 810)
story-heading: The New Ministry. (499, 1425, 611, 1441)
mines-heading: OUR MINES. (803, 705, 939, 728)
table-cell: 9 40 (88, 1617, 113, 1639)
page-number: 4 (10, 8, 17, 23)
story-subheading: FURTHER PARTICULARS. (483, 524, 627, 536)
divider (18, 1702, 144, 1703)
place-heading: NEW SOUTH WALES. (654, 582, 772, 594)
ad-manager: LOUIS ZIEGEL, Manager. (205, 583, 310, 595)
telegrams-heading: TELEGRAMS. (480, 157, 663, 187)
mine-heading: GOLD RETURNS. (823, 1468, 919, 1480)
ad-number: 393 (295, 595, 310, 607)
ad-body: Every Tuesday from Paeroa | With Mail & Passengers. Every Wednes. from Omahu | Every Thursday from Paeroa | With Cargo. Every Friday from Omahu | Carrying H.M.'s Mails. Passengers and Cargo booked through from Auckland or Thames. (6, 974, 156, 1057)
article-body: Tenders are being received for carting stuff from the mine to the battery, and in a few days a contract will be let for breaking the stuff at the mine, the manager considering this the most economical method of working. Crushing will be resumed at the Herald when that battery starts work. (796, 1367, 946, 1462)
editorial-tail: The amount of meat consumed by colonials is a source of wonder to people just arrived in New Zealand, and leads them to think that so much flesh diet (164, 1706, 314, 1766)
article-body: William Henry Shaw, late rate receiver, was charged at the R.M. Court with setting fire to the Government Buildings yesterday, and was remanded for eight days. (480, 459, 630, 518)
table-cell: 2-Sunday (7, 1674, 62, 1686)
steamship-icon (51, 368, 111, 390)
article-body: Mr Kenrick, R.M., is now at Ohinemuri on official business. Mr Wakefield, Under Secretary for Mines is now in Grahamstown and is engaged in mining matters. The hon. the Native Minister has prohibited the making of the road through Tokakino's land, until a satisfactory understanding can be come to with the native chief. This action will be fully endorsed by the public, as a rupture over the road question is to be avoided. Pheasant shooting commences on the first of next month, and already several licenses have been issued. Birds are reported to be very plentiful. In another column the County Surveyor calls tenders for a number of works. (322, 535, 472, 749)
article-body: The Empress Eugenie, accompanied by Sir Evelyn and Lady Wood, has arrived at Cape Town, in good health. She purposes proceeding immediately to Natal, and from thence to the spot where the Prince Imperial was killed. (796, 367, 946, 438)
article-body: News has been received of hostilities between the Montenegrins who are proceeding to avail themselves of their territorial rights under the Treaty of Berlin. When the Albanians occupied the Country before their arrival, shots were exchanged between the contending parties, but the Montenegrins eventually retired. (638, 141, 788, 260)
ad-reason: The Materials are Manufactured in New Zealand. (171, 170, 307, 194)
